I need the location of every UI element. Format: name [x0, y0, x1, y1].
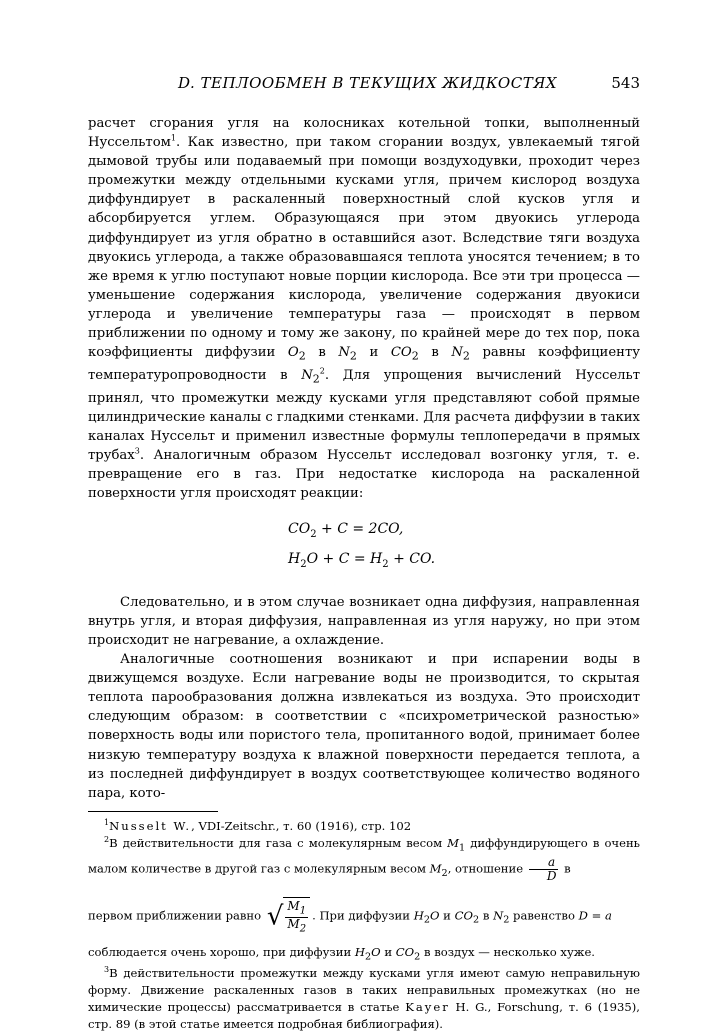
running-head	[88, 74, 640, 96]
paragraph-2: Следовательно, и в этом случае возникает одна диффузия, направленная внутрь угля, и вторая диффузия, направленная из угля наружу, но при этом происходит не нагревание, а охлаждение.	[88, 594, 640, 648]
running-title: D. ТЕПЛООБМЕН В ТЕКУЩИХ ЖИДКОСТЯХ	[178, 74, 558, 92]
sqrt-mass-ratio: √ $\frac{M_1}{M_2}$	[267, 897, 310, 936]
footnote-2-end: соблюдается очень хорошо, при диффузии $H_2O$ и $CO_2$ в воздух — несколько хуже.	[88, 944, 595, 963]
footnote-2-continued: первом приближении равно √ $\frac{M_1}{M_2}$ . При диффузии $H_2O$ и $CO_2$ в $N_2$ равенство D = a	[88, 899, 612, 935]
page-number: 543	[611, 74, 640, 92]
paragraph-3: Аналогичные соотношения возникают и при испарении воды в движущемся воздухе. Если нагревание воды не производится, то скрытая теплота парообразования должна извлекаться из воздуха. Это происходит следующим образом: в соответствии с «психрометрической разностью» поверхность воды или пористого тела, пропитанного водой, принимает более низкую температуру воздуха к влажной поверхности передается теплота, а из последней диффундирует в воздух соответствующее количество водяного пара, кото-	[88, 652, 640, 801]
footnote-separator	[88, 811, 218, 812]
equation-2: $H_2O + C = H_2$ + CO.	[288, 550, 436, 570]
footnote-2: $^2$В действительности для газа с молекулярным весом $M_1$ диффундирующего в очень малом количестве в другой газ с молекулярным весом $M_2$, отношение $\frac{a}{D}$ в	[88, 834, 640, 884]
equation-1: $CO_2 + C = 2CO$,	[288, 521, 404, 540]
footnote-ref-1[interactable]: 1	[170, 133, 176, 143]
footnote-ref-3[interactable]: 3	[134, 446, 140, 456]
footnote-ref-2[interactable]: 2	[319, 366, 325, 376]
fraction-a-over-d: $\frac{a}{D}$	[529, 856, 559, 883]
reaction-equations	[288, 517, 640, 577]
paragraph-1: расчет сгорания угля на колосниках котельной топки, выполненный Нуссельтом$^1$. Как известно, при таком сгорании воздух, увлекаемый тягой дымовой трубы или подаваемый при помощи воздуходувки, проходит через промежутки между отдельными кусками угля, причем кислород воздуха диффундирует в раскаленный поверхностный слой кусков угля и абсорбируется углем. Образующаяся при этом двуокись углерода диффундирует из угля обратно в оставшийся азот. Вследствие тяги воздуха двуокись углерода, а также образовавшаяся теплота уносятся течением; в то же время к углю поступают новые порции кислорода. Все эти три процесса — уменьшение содержания кислорода, увеличение содержания двуокиси углерода и увеличение температуры газа — происходят в первом приближении по одному и тому же закону, по крайней мере до тех пор, пока коэффициенты диффузии $O_2$ в $N_2$ и $CO_2$ в $N_2$ равны коэффициенту температуропроводности в $N_2^2$. Для упрощения вычислений Нуссельт принял, что промежутки между кусками угля представляют собой прямые цилиндрические каналы с гладкими стенками. Для расчета диффузии в таких каналах Нуссельт и применил известные формулы теплопередачи в прямых трубах$^3$. Аналогичным образом Нуссельт исследовал возгонку угля, т. е. превращение его в газ. При недостатке кислорода на раскаленной поверхности угля происходят реакции:	[88, 116, 640, 502]
footnote-3: $^3$В действительности промежутки между кусками угля имеют самую неправильную форму. Движение раскаленных газов в таких неправильных промежутках (но не химические процессы) рассматривается в статье Kayer H. G., Forschung, т. 6 (1935), стр. 89 (в этой статье имеется подробная библиография).	[88, 965, 640, 1032]
footnote-1: $^1$Nusselt W., VDI-Zeitschr., т. 60 (1916), стр. 102	[104, 817, 412, 833]
